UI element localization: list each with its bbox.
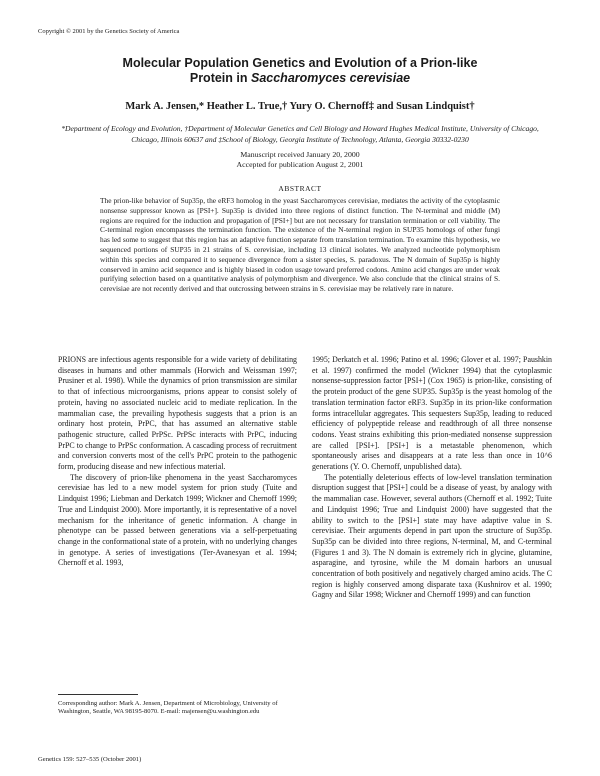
corresponding-author-footnote: Corresponding author: Mark A. Jensen, Department of Microbiology, University of Washington, Seattle, WA 98195-8070. E-mail: majensen@u.washington.edu (58, 700, 278, 716)
author-list: Mark A. Jensen,* Heather L. True,† Yury O. Chernoff‡ and Susan Lindquist† (125, 101, 475, 112)
received-date: Manuscript received January 20, 2000 (240, 150, 360, 159)
abstract-heading: ABSTRACT (278, 184, 322, 193)
title-species: Saccharomyces cerevisiae (250, 71, 411, 85)
body-paragraph: The potentially deleterious effects of low-level translation termination disruption suggest that [PSI+] could be a disease of yeast, by analogy with the mammalian case. However, several authors (Chernoff et al. 1992; Tuite and Lindquist 1996; True and Lindquist 2000) have suggested that the ability to switch to the [PSI+] state may have adaptive value in S. cerevisiae. Their arguments depend in part upon the structure of Sup35p. Sup35p can be divided into three regions, N-terminal, M, and C-terminal (Figures 1 and 3). The N domain is extremely rich in glycine, glutamine, asparagine, and tyrosine, while the M domain harbors an unusual concentration of both positively and negatively charged amino acids. The C region is highly conserved among disparate taxa (Kushnirov et al. 1990; Gagny and Silar 1998; Wickner and Chernoff 1999) and can function (312, 472, 552, 600)
body-paragraph: 1995; Derkatch et al. 1996; Patino et al. 1996; Glover et al. 1997; Paushkin et al. 1997) confirmed the model (Wickner 1994) that the cytoplasmic nonsense-suppression factor [PSI+] (Cox 1965) is prion-like, consisting of the protein product of the gene SUP35. Sup35p is the yeast homolog of the translation termination factor eRF3. Sup35p in its prion-like conformation forms intracellular aggregates. This sequesters Sup35p, leading to reduced efficiency of polypeptide release and readthrough of all three nonsense codons. Yeast strains exhibiting this prion-mediated nonsense suppression are called [PSI+]. [PSI+] is a metastable phenomenon, which spontaneously arises and disappears at a rate less than once in 10^6 generations (Y. O. Chernoff, unpublished data). (312, 355, 552, 472)
article-title (40, 56, 560, 86)
manuscript-dates (40, 150, 560, 170)
title-line-2: Protein in Saccharomyces cerevisiae (189, 71, 411, 85)
body-paragraph: PRIONS are infectious agents responsible for a wide variety of debilitating diseases in humans and other mammals (Horwich and Weissman 1997; Prusiner et al. 1998). While the dynamics of prion transmission are similar to that of infectious microorganisms, prions appear to consist solely of protein, having no associated nucleic acid to mediate replication. In the mammalian case, the prevailing hypothesis suggests that a prion is an ordinary host protein, PrPC, that has assumed an alternative stable pathogenic structure, called PrPSc. PrPSc interacts with PrPC, inducing PrPC to change to PrPSc conformation. A cascading process of recruitment and conversion converts most of the cell's PrPC protein to the pathogenic form, producing disease and new infectious material. (58, 355, 297, 472)
abstract-text: The prion-like behavior of Sup35p, the eRF3 homolog in the yeast Saccharomyces cerevisiae, mediates the activity of the cytoplasmic nonsense suppressor known as [PSI+]. Sup35p is divided into three regions of distinct function. The N-terminal and middle (M) regions are required for the induction and propagation of [PSI+] but are not necessary for translation termination or cell viability. The C-terminal region encompasses the termination function. The existence of the N-terminal region in SUP35 homologs of other fungi has led some to suggest that this region has an adaptive function separate from translation termination. To examine this hypothesis, we sequenced portions of SUP35 in 21 strains of S. cerevisiae, including 13 clinical isolates. We analyzed nucleotide polymorphism within this species and compared it to sequence divergence from a sister species, S. paradoxus. The N domain of Sup35p is highly conserved in amino acid sequence and is highly biased in codon usage toward preferred codons. Amino acid changes are under weak purifying selection based on a quantitative analysis of polymorphism and divergence. We also conclude that the clinical strains of S. cerevisiae are not recently derived and that outcrossing between strains in S. cerevisiae may be relatively rare in nature. (100, 196, 500, 294)
accepted-date: Accepted for publication August 2, 2001 (236, 160, 364, 169)
affiliations: *Department of Ecology and Evolution, †Department of Molecular Genetics and Cell Biology and Howard Hughes Medical Institute, University of Chicago, Chicago, Illinois 60637 and ‡School of Biology, Georgia Institute of Technology, Atlanta, Georgia 30332-0230 (61, 124, 539, 144)
body-left-column (58, 355, 297, 569)
journal-citation-footer: Genetics 159: 527–535 (October 2001) (38, 756, 142, 763)
title-line-1: Molecular Population Genetics and Evolution of a Prion-like (122, 56, 478, 70)
footnote-divider (58, 694, 138, 695)
copyright-notice: Copyright © 2001 by the Genetics Society of America (38, 28, 180, 35)
body-paragraph: The discovery of prion-like phenomena in the yeast Saccharomyces cerevisiae has led to a new model system for prion study (Tuite and Lindquist 1996; Liebman and Derkatch 1999; Wickner and Chernoff 1999; True and Lindquist 2000). More importantly, it is representative of a novel mechanism for the inheritance of genetic information. A change in phenotype can be passed between generations via a self-perpetuating change in the conformational state of a protein, with no underlying changes in genotype. A series of investigations (Ter-Avanesyan et al. 1994; Chernoff et al. 1993, (58, 472, 297, 568)
body-right-column (312, 355, 552, 601)
